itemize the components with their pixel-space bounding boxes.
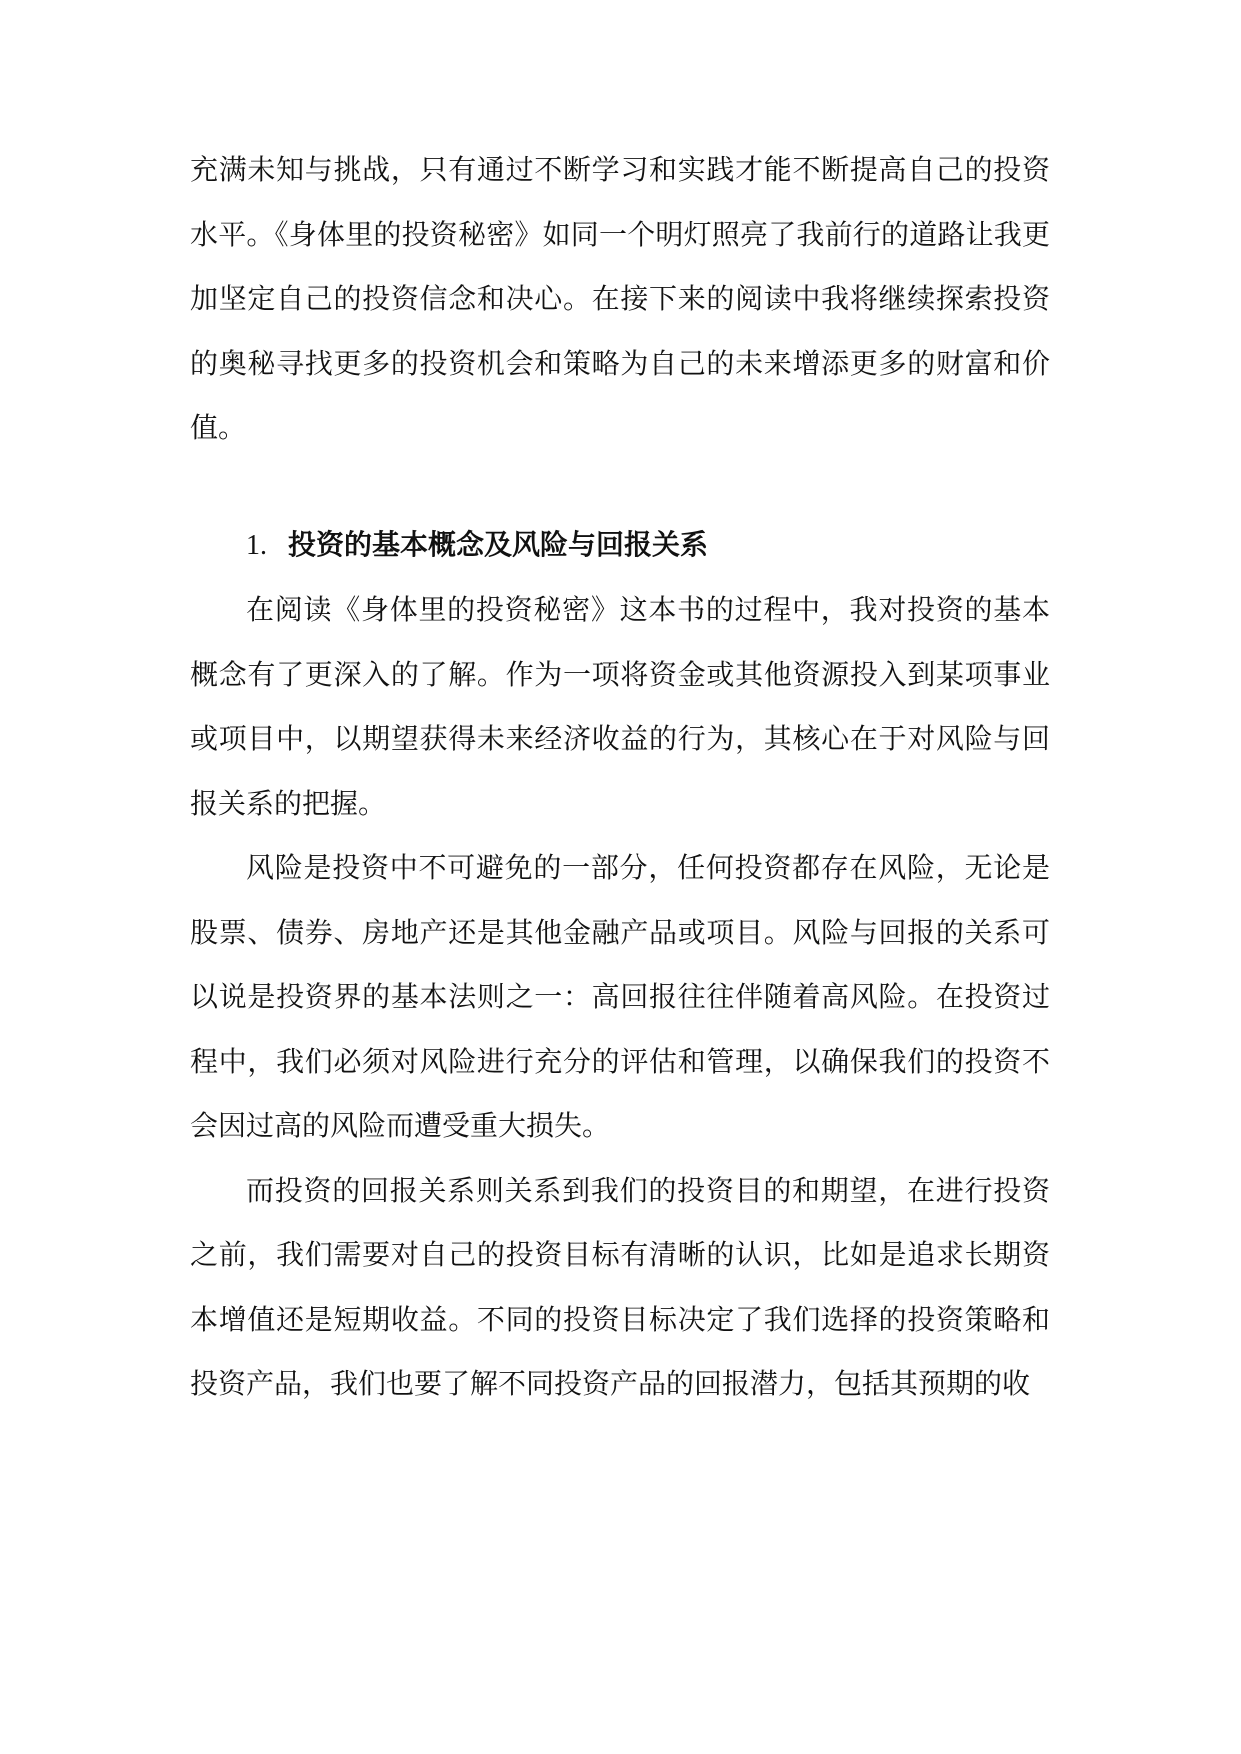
intro-paragraph: 充满未知与挑战，只有通过不断学习和实践才能不断提高自己的投资水平。《身体里的投资秘密》如同一个明灯照亮了我前行的道路让我更加坚定自己的投资信念和决心。在接下来的阅读中我将继续探索投资的奥秘寻找更多的投资机会和策略为自己的未来增添更多的财富和价值。 <box>190 153 1050 444</box>
section-title: 投资的基本概念及风险与回报关系 <box>288 527 709 561</box>
body-paragraph-2: 风险是投资中不可避免的一部分，任何投资都存在风险，无论是股票、债券、房地产还是其他金融产品或项目。风险与回报的关系可以说是投资界的基本法则之一：高回报往往伴随着高风险。在投资过程中，我们必须对风险进行充分的评估和管理，以确保我们的投资不会因过高的风险而遭受重大损失。 <box>190 851 1050 1142</box>
section-number: 1. <box>246 529 267 561</box>
section-heading <box>190 513 1050 579</box>
body-paragraph-1: 在阅读《身体里的投资秘密》这本书的过程中，我对投资的基本概念有了更深入的了解。作为一项将资金或其他资源投入到某项事业或项目中，以期望获得未来经济收益的行为，其核心在于对风险与回报关系的把握。 <box>190 593 1050 820</box>
body-paragraph-3: 而投资的回报关系则关系到我们的投资目的和期望，在进行投资之前，我们需要对自己的投资目标有清晰的认识，比如是追求长期资本增值还是短期收益。不同的投资目标决定了我们选择的投资策略和投资产品，我们也要了解不同投资产品的回报潜力，包括其预期的收 <box>190 1173 1050 1400</box>
document-body <box>190 138 1050 1417</box>
